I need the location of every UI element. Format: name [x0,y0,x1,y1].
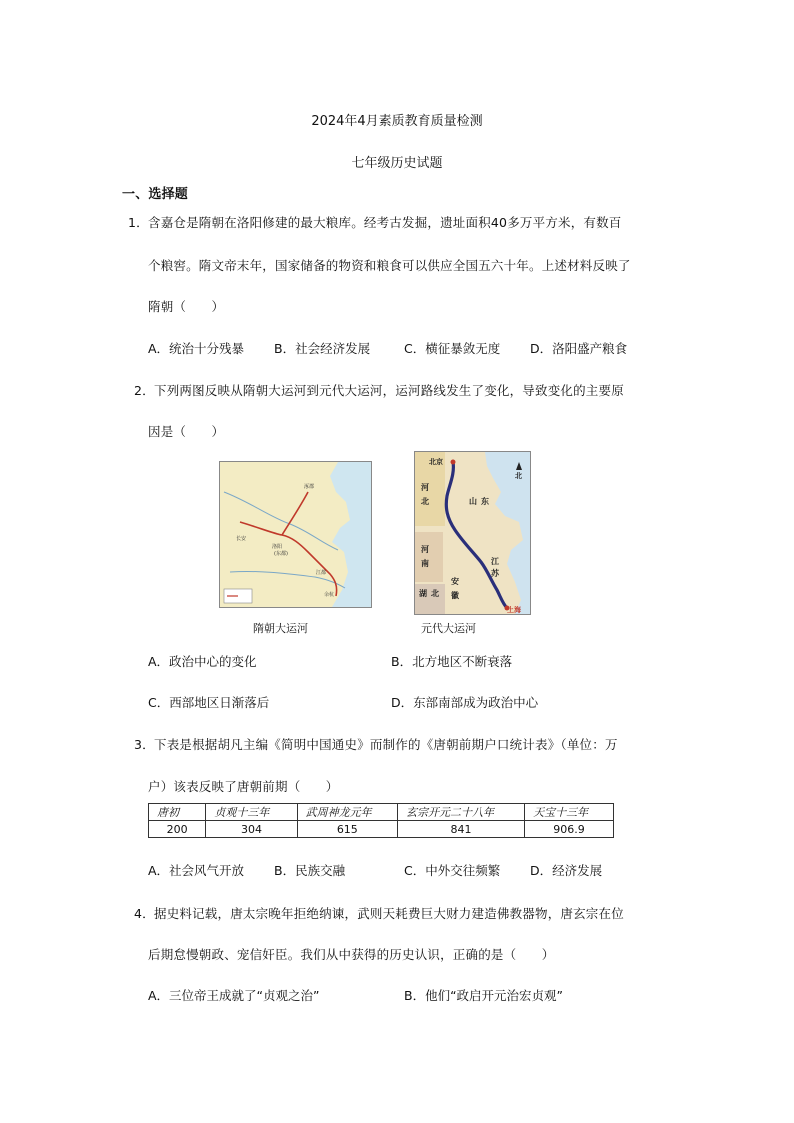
table-header-cell: 贞观十三年 [206,804,297,821]
sui-canal-map-graphic [220,462,371,607]
question-3-option-a[interactable]: A．社会风气开放 [148,863,245,878]
sui-label-jiangdu: 江都 [316,570,327,576]
question-4-number: 4． [134,906,155,921]
question-1-line-3: 隋朝（ ） [148,299,225,314]
yuan-label-bei: 北 [421,497,429,506]
sui-label-luoyang: 洛阳 [272,544,283,550]
question-1-option-d[interactable]: D．洛阳盛产粮食 [530,341,628,356]
population-table-value-row [149,821,614,838]
yuan-map-henan-region [415,532,443,582]
question-3-option-d[interactable]: D．经济发展 [530,863,603,878]
sui-label-yuhang: 余杭 [324,592,335,598]
question-3-line-1: 下表是根据胡凡主编《简明中国通史》而制作的《唐朝前期户口统计表》（单位：万 [154,737,618,752]
question-1-line-1: 含嘉仓是隋朝在洛阳修建的最大粮库。经考古发掘，遗址面积40多万平方米，有数百 [148,215,622,230]
population-table-header-row [149,804,614,821]
table-value-cell: 841 [397,821,524,838]
question-3-number: 3． [134,737,155,752]
yuan-label-su: 苏 [491,569,499,578]
question-1-number: 1． [128,215,149,230]
table-value-cell: 906.9 [525,821,614,838]
question-2-option-a[interactable]: A．政治中心的变化 [148,654,257,669]
population-table [148,803,614,838]
question-1-option-c[interactable]: C．横征暴敛无度 [404,341,501,356]
sui-label-zhuojun: 涿郡 [304,484,315,490]
yuan-label-hu: 湖 [419,589,427,598]
table-value-cell: 304 [206,821,297,838]
sui-label-changan: 长安 [236,536,247,542]
yuan-map-caption: 元代大运河 [421,622,476,635]
question-2-line-2: 因是（ ） [148,424,225,439]
yuan-label-shanghai: 上海 [507,606,521,614]
yuan-canal-map [414,451,531,615]
yuan-label-dong: 东 [481,497,489,506]
yuan-label-hui: 徽 [451,591,459,600]
table-header-cell: 武周神龙元年 [297,804,397,821]
question-1-option-a[interactable]: A．统治十分残暴 [148,341,245,356]
subject-title: 七年级历史试题 [351,156,443,171]
question-1-line-2: 个粮窖。隋文帝末年，国家储备的物资和粮食可以供应全国五六十年。上述材料反映了 [148,258,631,273]
yuan-label-bei2: 北 [431,589,439,598]
yuan-canal-map-graphic [415,452,530,614]
table-value-cell: 200 [149,821,206,838]
yuan-label-jiang: 江 [491,557,499,566]
yuan-label-north: 北 [515,472,522,480]
yuan-label-nan: 南 [421,559,429,568]
yuan-label-he: 河 [421,483,429,492]
question-4-option-a[interactable]: A．三位帝王成就了“贞观之治” [148,988,320,1003]
question-2-line-1: 下列两图反映从隋朝大运河到元代大运河，运河路线发生了变化，导致变化的主要原 [154,383,624,398]
section-title: 一、选择题 [122,187,189,202]
yuan-label-shan: 山 [469,497,477,506]
sui-map-caption: 隋朝大运河 [253,622,308,635]
sui-label-dongdu: (东都) [274,551,288,557]
table-header-cell: 玄宗开元二十八年 [397,804,524,821]
question-1-option-b[interactable]: B．社会经济发展 [274,341,371,356]
question-4-line-2: 后期怠慢朝政、宠信奸臣。我们从中获得的历史认识，正确的是（ ） [148,947,555,962]
question-3-line-2: 户）该表反映了唐朝前期（ ） [148,779,339,794]
question-4-line-1: 据史料记载，唐太宗晚年拒绝纳谏，武则天耗费巨大财力建造佛教器物，唐玄宗在位 [154,906,624,921]
table-header-cell: 天宝十三年 [525,804,614,821]
yuan-label-an: 安 [451,577,459,586]
sui-canal-map [219,461,372,608]
table-header-cell: 唐初 [149,804,206,821]
yuan-label-beijing: 北京 [429,458,443,466]
question-2-option-c[interactable]: C．西部地区日渐落后 [148,695,270,710]
question-2-option-d[interactable]: D．东部南部成为政治中心 [391,695,539,710]
question-4-option-b[interactable]: B．他们“政启开元治宏贞观” [404,988,564,1003]
exam-title: 2024年4月素质教育质量检测 [311,114,483,129]
question-3-option-c[interactable]: C．中外交往频繁 [404,863,501,878]
question-2-number: 2． [134,383,155,398]
table-value-cell: 615 [297,821,397,838]
yuan-map-beijing-dot [451,460,456,465]
question-3-option-b[interactable]: B．民族交融 [274,863,346,878]
yuan-label-he2: 河 [421,545,429,554]
question-2-option-b[interactable]: B．北方地区不断衰落 [391,654,513,669]
